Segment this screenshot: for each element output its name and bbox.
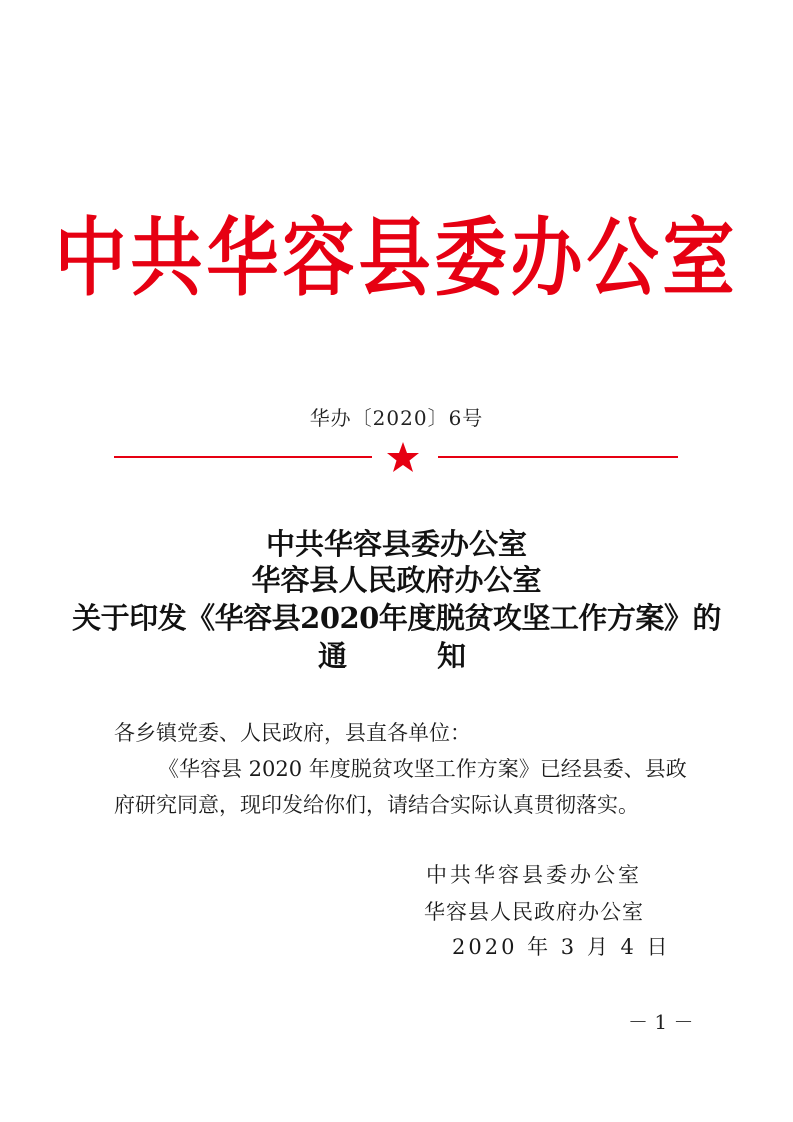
title-line-4 (318, 636, 478, 676)
body-paragraph-line-2: 府研究同意，现印发给你们，请结合实际认真贯彻落实。 (114, 793, 639, 817)
title-line-1: 中共华容县委办公室 (265, 527, 527, 561)
title-line-2: 华容县人民政府办公室 (251, 563, 542, 597)
signature-date: 2020 年 3 月 4 日 (452, 935, 671, 959)
masthead-title: 中共华容县委办公室 (54, 207, 739, 308)
red-divider-right (438, 456, 678, 458)
red-divider-left (114, 456, 372, 458)
page-number: － 1 － (628, 1010, 694, 1034)
salutation: 各乡镇党委、人民政府，县直各单位： (114, 721, 471, 745)
document-number: 华办〔2020〕6号 (309, 406, 484, 430)
title-char-zhi: 知 (437, 639, 467, 673)
signature-org-1: 中共华容县委办公室 (426, 863, 642, 887)
signature-org-2: 华容县人民政府办公室 (424, 900, 644, 924)
title-char-tong: 通 (318, 639, 348, 673)
body-paragraph-line-1: 《华容县 2020 年度脱贫攻坚工作方案》已经县委、县政 (158, 757, 687, 781)
title-line-3: 关于印发《华容县2020年度脱贫攻坚工作方案》的 (72, 601, 721, 635)
red-star-icon (386, 440, 420, 474)
